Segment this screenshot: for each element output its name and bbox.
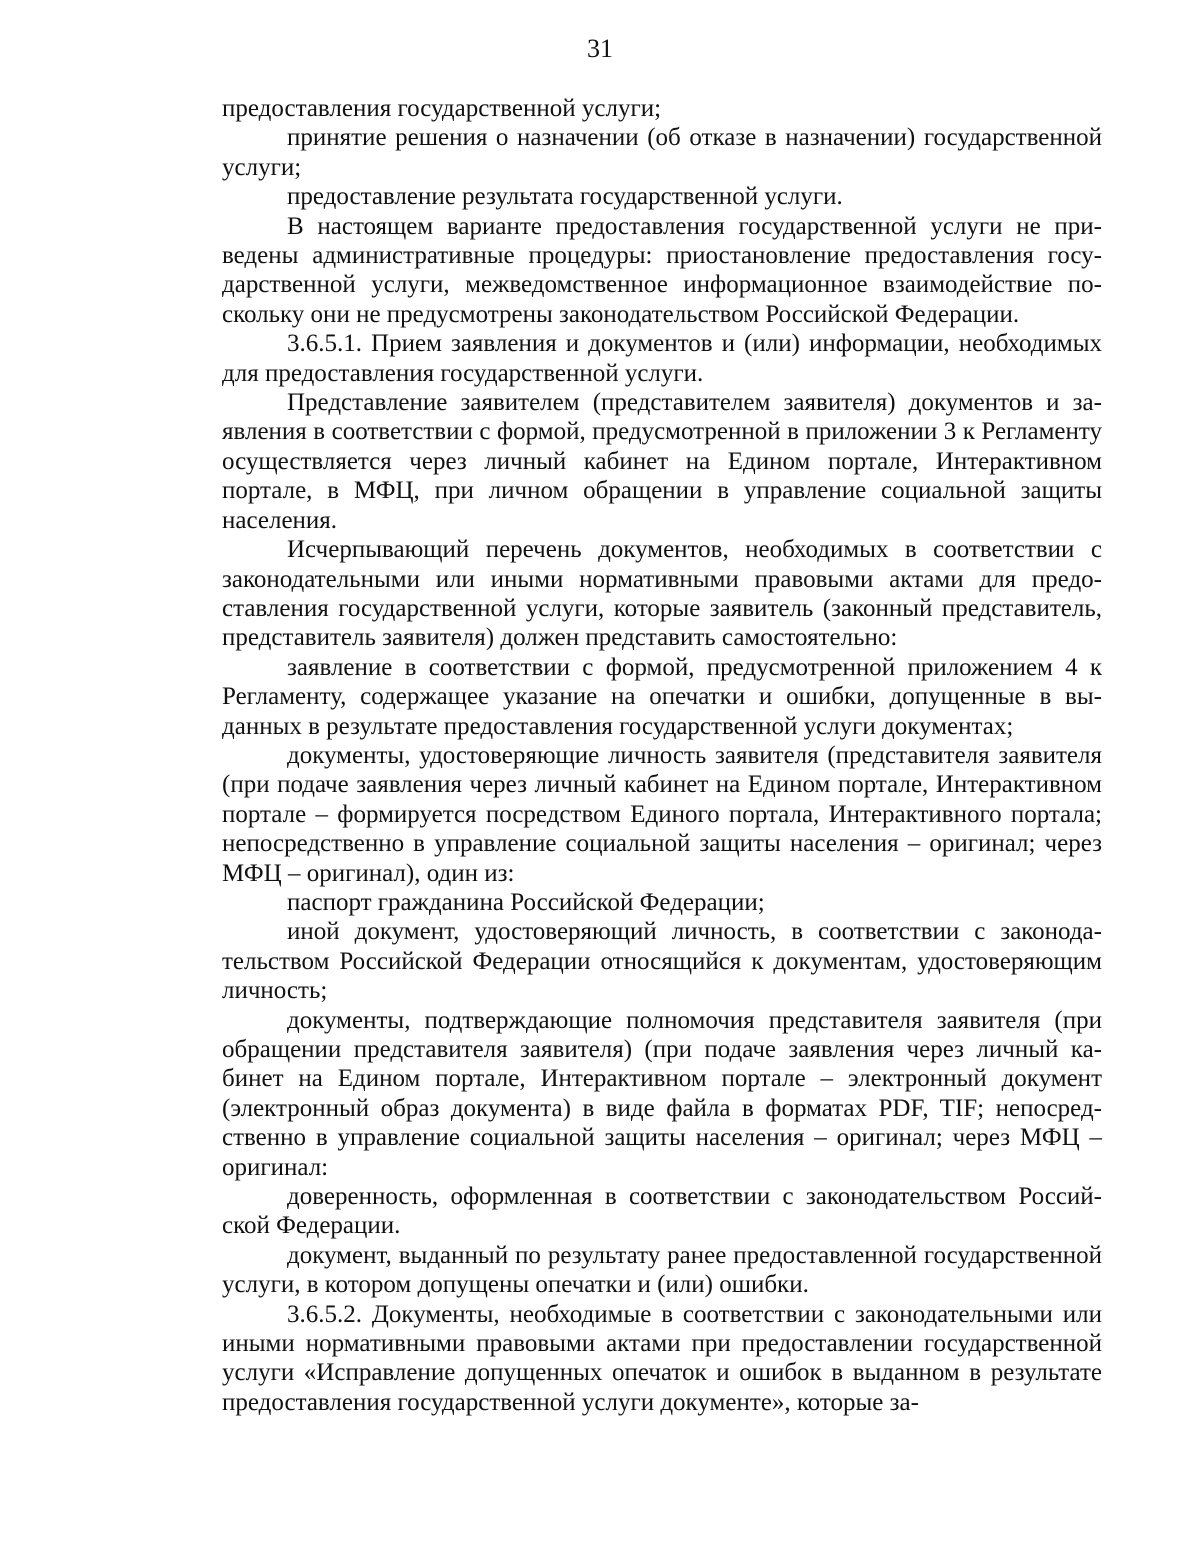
paragraph: заявление в соответствии с формой, предусмотренной приложением 4 к Регламенту, содержащее указание на опечатки и ошибки, допущенные в выданных в результате предоставления государственной услуги документах; — [222, 653, 1102, 740]
paragraph: принятие решения о назначении (об отказе в назначении) государственной услуги; — [222, 124, 1102, 181]
paragraph: 3.6.5.1. Прием заявления и документов и (или) информации, необходимых для предоставления государственной услуги. — [222, 330, 1102, 387]
paragraph: документ, выданный по результату ранее предоставленной государственной услуги, в котором допущены опечатки и (или) ошибки. — [222, 1241, 1102, 1299]
paragraph: документы, подтверждающие полномочия представителя заявителя (при обращении представителя заявителя) (при подаче заявления через личный кабинет на Едином портале, Интерактивном портале – электронный документ (электронный образ документа) в виде файла в форматах PDF, TIF; непосредственно в управление социальной защиты населения – оригинал; через МФЦ – оригинал: — [222, 1006, 1102, 1181]
paragraph: предоставление результата государственной услуги. — [287, 183, 843, 211]
paragraph: 3.6.5.2. Документы, необходимые в соответствии с законодательными или иными нормативными правовыми актами при предоставлении государственной услуги «Исправление допущенных опечаток и ошибок в выданном в результате предоставления государственной услуги документе», которые за- — [222, 1300, 1102, 1416]
paragraph: паспорт гражданина Российской Федерации; — [287, 888, 765, 916]
paragraph: Исчерпывающий перечень документов, необходимых в соответствии с законодательными или иными нормативными правовыми актами для предоставления государственной услуги, которые заявитель (законный представитель, представитель заявителя) должен представить самостоятельно: — [222, 536, 1102, 652]
paragraph: В настоящем варианте предоставления государственной услуги не приведены административные процедуры: приостановление предоставления государственной услуги, межведомственное информационное взаимодействие поскольку они не предусмотрены законодательством Российской Федерации. — [222, 212, 1102, 328]
paragraph: документы, удостоверяющие личность заявителя (представителя заявителя (при подаче заявления через личный кабинет на Едином портале, Интерактивном портале – формируется посредством Единого портала, Интерактивного портала; непосредственно в управление социальной защиты населения – оригинал; через МФЦ – оригинал), один из: — [222, 741, 1102, 887]
paragraph: доверенность, оформленная в соответствии с законодательством Российской Федерации. — [222, 1183, 1102, 1240]
paragraph: Представление заявителем (представителем заявителя) документов и заявления в соответствии с формой, предусмотренной в приложении 3 к Регламенту осуществляется через личный кабинет на Едином портале, Интерактивном портале, в МФЦ, при личном обращении в управление социальной защиты населения. — [222, 389, 1102, 534]
page-number: 31 — [587, 34, 613, 63]
document-body — [222, 94, 1102, 1417]
paragraph: предоставления государственной услуги; — [222, 95, 662, 122]
paragraph: иной документ, удостоверяющий личность, в соответствии с законодательством Российской Федерации относящийся к документам, удостоверяющим личность; — [222, 918, 1102, 1005]
